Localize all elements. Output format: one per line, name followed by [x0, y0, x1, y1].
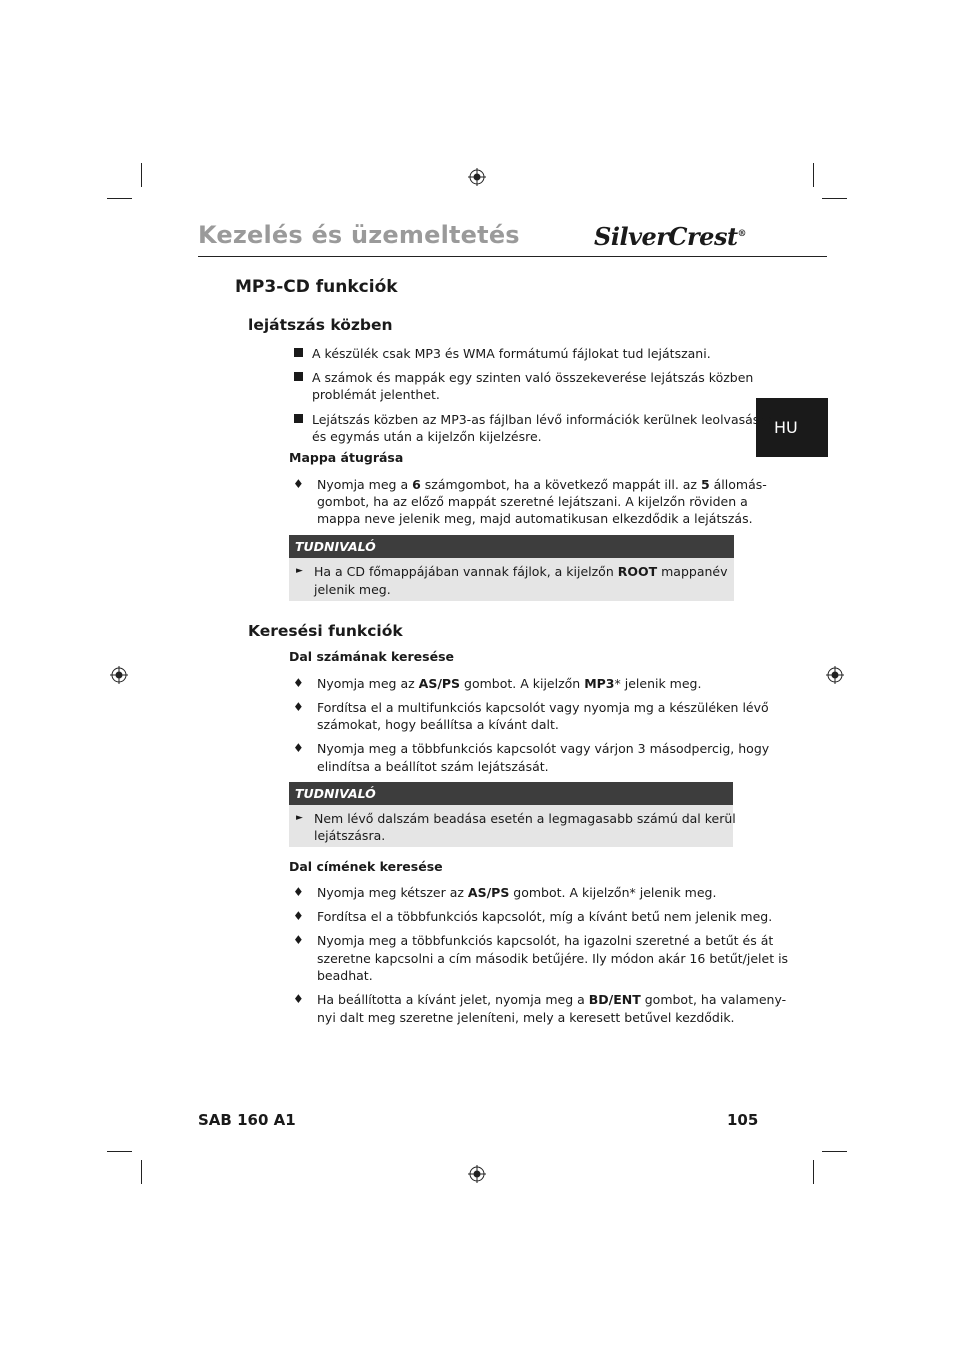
list-item-continuation: problémát jelenthet. — [312, 387, 440, 402]
note-text-continuation: jelenik meg. — [314, 582, 391, 597]
subsection-heading: lejátszás közben — [248, 316, 393, 334]
diamond-bullet-icon: ♦ — [293, 909, 304, 923]
square-bullet-icon — [294, 414, 303, 423]
crop-mark — [813, 163, 814, 187]
button-name: BD/ENT — [588, 992, 641, 1007]
text: állomás- — [709, 477, 767, 492]
instruction-step-continuation: gombot, ha az előző mappát szeretné lejátszani. A kijelzőn röviden a — [317, 494, 748, 509]
display-text: ROOT — [617, 564, 658, 579]
subsection-heading: Keresési funkciók — [248, 622, 403, 640]
instruction-step-continuation: mappa neve jelenik meg, majd automatikusan elkezdődik a lejátszás. — [317, 511, 753, 526]
section-title: MP3-CD funkciók — [235, 277, 398, 297]
text: Nyomja meg kétszer az — [317, 885, 468, 900]
text: Ha beállította a kívánt jelet, nyomja meg a — [317, 992, 589, 1007]
registered-mark: ® — [737, 229, 747, 239]
text: mappanév — [657, 564, 728, 579]
note-header — [289, 535, 734, 558]
instruction-step-continuation: elindítsa a beállítot szám lejátszását. — [317, 759, 549, 774]
button-name: AS/PS — [467, 885, 510, 900]
diamond-bullet-icon: ♦ — [293, 700, 304, 714]
text: számgombot, ha a következő mappát ill. az — [420, 477, 701, 492]
crop-mark — [822, 1151, 847, 1152]
text: gombot. A kijelzőn — [460, 676, 585, 691]
diamond-bullet-icon: ♦ — [293, 885, 304, 899]
diamond-bullet-icon: ♦ — [293, 933, 304, 947]
model-number: SAB 160 A1 — [198, 1111, 296, 1129]
diamond-bullet-icon: ♦ — [293, 676, 304, 690]
language-tab: HU — [756, 398, 828, 457]
header-divider — [198, 256, 827, 257]
list-item-continuation: és egymás után a kijelzőn kijelzésre. — [312, 429, 542, 444]
subheading: Mappa átugrása — [289, 450, 404, 465]
crop-mark — [141, 1160, 142, 1184]
instruction-step-continuation: beadhat. — [317, 968, 373, 983]
list-item: Lejátszás közben az MP3-as fájlban lévő információk kerülnek leolvasásra — [312, 412, 773, 427]
note-text — [314, 563, 728, 581]
brand-logo — [594, 222, 746, 251]
arrow-bullet-icon: ► — [296, 813, 303, 823]
instruction-step-continuation: szeretne kapcsolni a cím második betűjére. Ily módon akár 16 betűt/jelet is — [317, 951, 789, 966]
registration-mark-icon — [110, 666, 128, 684]
diamond-bullet-icon: ♦ — [293, 992, 304, 1006]
instruction-step-continuation: nyi dalt meg szeretne jeleníteni, mely a keresett betűvel kezdődik. — [317, 1010, 735, 1025]
page-title: Kezelés és üzemeltetés — [198, 221, 520, 249]
text: Nyomja meg az — [317, 676, 419, 691]
key-number: 6 — [412, 477, 421, 492]
list-item: A számok és mappák egy szinten való összekeverése lejátszás közben — [312, 370, 754, 385]
subheading: Dal számának keresése — [289, 649, 454, 664]
instruction-step-continuation: számokat, hogy beállítsa a kívánt dalt. — [317, 717, 559, 732]
key-number: 5 — [700, 477, 710, 492]
note-header — [289, 782, 733, 805]
note-title: TUDNIVALÓ — [295, 539, 376, 554]
note-text: Nem lévő dalszám beadása esetén a legmagasabb számú dal kerül — [314, 811, 736, 826]
diamond-bullet-icon: ♦ — [293, 477, 304, 491]
instruction-step: Nyomja meg a többfunkciós kapcsolót, ha igazolni szeretné a betűt és át — [317, 933, 774, 948]
text: * jelenik meg. — [614, 676, 702, 691]
registration-mark-icon — [468, 168, 486, 186]
button-name: AS/PS — [418, 676, 461, 691]
registration-mark-icon — [826, 666, 844, 684]
text: Nyomja meg a — [317, 477, 413, 492]
instruction-step — [317, 476, 767, 494]
crop-mark — [822, 198, 847, 199]
instruction-step: Nyomja meg a többfunkciós kapcsolót vagy várjon 3 másodpercig, hogy — [317, 741, 770, 756]
registration-mark-icon — [468, 1165, 486, 1183]
crop-mark — [107, 198, 132, 199]
square-bullet-icon — [294, 348, 303, 357]
instruction-step — [317, 884, 716, 902]
text: Ha a CD főmappájában vannak fájlok, a kijelzőn — [314, 564, 618, 579]
crop-mark — [141, 163, 142, 187]
instruction-step: Fordítsa el a multifunkciós kapcsolót vagy nyomja mg a készüléken lévő — [317, 700, 769, 715]
crop-mark — [813, 1160, 814, 1184]
crop-mark — [107, 1151, 132, 1152]
arrow-bullet-icon: ► — [296, 566, 303, 576]
display-text: MP3 — [584, 676, 615, 691]
diamond-bullet-icon: ♦ — [293, 741, 304, 755]
instruction-step — [317, 675, 701, 693]
square-bullet-icon — [294, 372, 303, 381]
instruction-step: Fordítsa el a többfunkciós kapcsolót, míg a kívánt betű nem jelenik meg. — [317, 909, 773, 924]
instruction-step — [317, 991, 786, 1009]
list-item: A készülék csak MP3 és WMA formátumú fájlokat tud lejátszani. — [312, 346, 711, 361]
subheading: Dal címének keresése — [289, 859, 443, 874]
page-number: 105 — [727, 1111, 759, 1129]
note-text-continuation: lejátszásra. — [314, 828, 386, 843]
text: gombot, ha valameny- — [640, 992, 787, 1007]
note-title: TUDNIVALÓ — [295, 786, 376, 801]
text: gombot. A kijelzőn* jelenik meg. — [509, 885, 717, 900]
brand-name: SilverCrest — [594, 222, 738, 251]
